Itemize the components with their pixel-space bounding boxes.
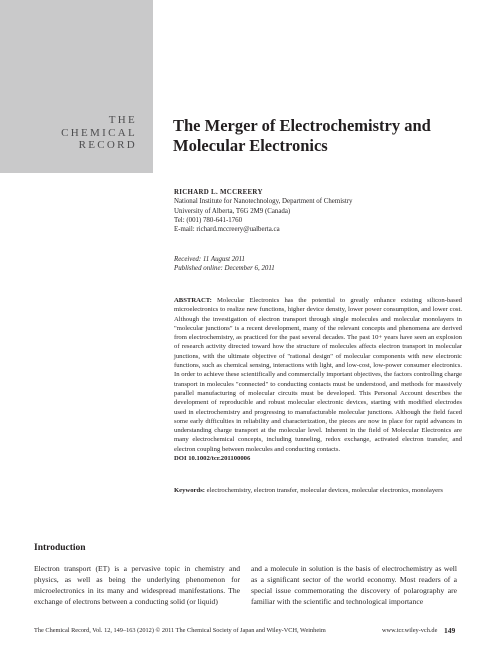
- keywords-text: electrochemistry, electron transfer, molecular devices, molecular electronics, monolayers: [206, 487, 443, 494]
- article-title-line-1: The Merger of Electrochemistry and: [173, 116, 431, 135]
- author-tel: Tel: (001) 780-641-1760: [174, 216, 243, 224]
- abstract-text: Molecular Electronics has the potential to greatly enhance existing silicon-based microelectronics to realize new functions, higher device density, lower power consumption, and lower cost. Although the investigation of electron transport through single molecules and molecular monolayers in "molecular junctions" is a recent development, many of the relevant concepts and phenomena are derived from electrochemistry, as practiced for the past several decades. The past 10+ years have seen an explosion of research activity directed toward how the structure of molecules affects electron transport in molecular junctions, with the ultimate objective of "rational design" of molecular components with new electronic functions, such as chemical sensing, interactions with light, and low-cost, low-power consumer electronics. In order to achieve these scientifically and commercially important objectives, the factors controlling charge transport in molecules "connected" to conducting contacts must be understood, and methods for massively parallel manufacturing of molecular circuits must be developed. This Personal Account describes the development of reproducible and robust molecular electronic devices, starting with modified electrodes used in electrochemistry and progressing to manufacturable molecular junctions. Although the field faced some early difficulties in reliability and characterization, the pieces are now in place for rapid advances in understanding charge transport at the molecular level. Inherent in the field of Molecular Electronics are many electrochemical concepts, including tunneling, redox exchange, activated electron transfer, and electron coupling between molecules and conducting contacts.: [174, 297, 462, 453]
- page-number: 149: [444, 626, 456, 635]
- article-title-line-2: Molecular Electronics: [173, 136, 328, 155]
- doi: DOI 10.1002/tcr.201100006: [174, 455, 251, 463]
- section-heading: Introduction: [34, 543, 86, 553]
- journal-name-line-1: THE: [108, 114, 137, 126]
- article-title: [173, 116, 473, 156]
- author-email: E-mail: richard.mccreery@ualberta.ca: [174, 226, 280, 234]
- footer-citation: The Chemical Record, Vol. 12, 149–163 (2012) © 2011 The Chemical Society of Japan and Wiley-VCH, Weinheim: [34, 627, 326, 634]
- body-column-left: Electron transport (ET) is a pervasive topic in chemistry and physics, as well as being the underlying phenomenon for microelectronics in its many and widespread manifestations. The exchange of electrons between a conducting solid (or liquid): [34, 564, 240, 606]
- journal-name-line-3: RECORD: [78, 139, 137, 151]
- body-column-right: and a molecule in solution is the basis of electrochemistry as well as a significant sector of the world economy. Most readers of a special issue commemorating the discovery of polarography are familiar with the scientific and technological importance: [251, 564, 457, 606]
- keywords-label: Keywords:: [174, 487, 205, 494]
- journal-name-line-2: CHEMICAL: [61, 126, 137, 139]
- author-block: [174, 188, 474, 234]
- journal-name: [20, 114, 137, 152]
- keywords: [174, 486, 462, 495]
- received-date: Received: 11 August 2011: [174, 256, 245, 263]
- abstract: [174, 296, 462, 463]
- publication-dates: [174, 255, 275, 274]
- footer-url: www.tcr.wiley-vch.de: [382, 627, 438, 634]
- author-name: RICHARD L. MCCREERY: [174, 189, 263, 196]
- author-university: University of Alberta, T6G 2M9 (Canada): [174, 207, 291, 215]
- published-date: Published online: December 6, 2011: [174, 265, 275, 273]
- author-affiliation: National Institute for Nanotechnology, Department of Chemistry: [174, 198, 353, 206]
- abstract-label: ABSTRACT:: [174, 297, 212, 304]
